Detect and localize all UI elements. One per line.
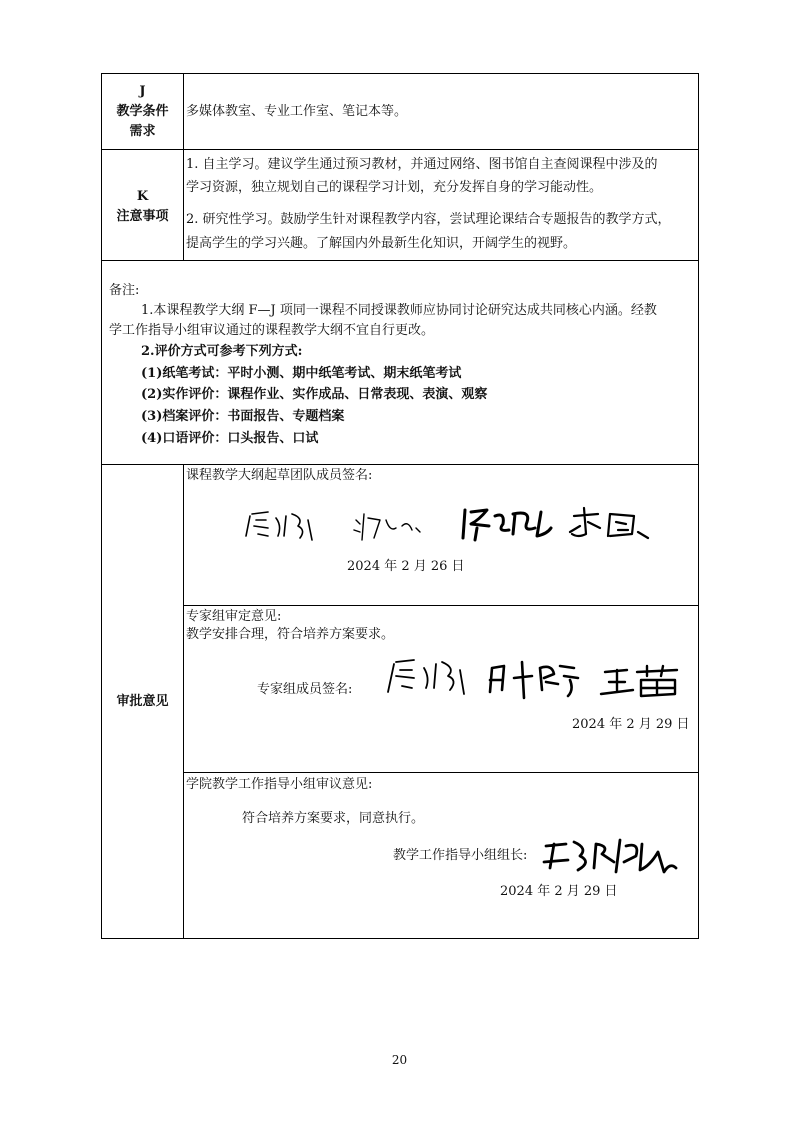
signature-image [597,660,687,704]
college-group-opinion: 符合培养方案要求，同意执行。 [242,811,425,826]
note1-line1: 1.本课程教学大纲 F—J 项同一课程不同授课教师应协同讨论研究达成共同核心内涵。经教 [141,303,657,318]
method-item: (2)实作评价：课程作业、实作成品、日常表现、表演、观察 [141,387,488,402]
expert-sign-label: 专家组成员签名: [257,682,353,697]
section-k-item1-line1: 1. 自主学习。建议学生通过预习教材，并通过网络、图书馆自主查阅课程中涉及的 [186,157,658,172]
subrow-divider [183,772,698,773]
section-k-letter: K [136,189,149,204]
section-k-item2-line2: 提高学生的学习兴趣。了解国内外最新生化知识，开阔学生的视野。 [186,236,577,251]
section-k-item1-line2: 学习资源，独立规划自己的课程学习计划，充分发挥自身的学习能动性。 [186,180,603,195]
signature-image [457,502,557,546]
section-j-content: 多媒体教室、专业工作室、笔记本等。 [186,104,408,119]
signature-image [564,504,654,546]
row-divider [102,464,698,465]
expert-group-date: 2024 年 2 月 29 日 [572,717,690,732]
row-divider [102,260,698,261]
signature-image [540,832,690,882]
college-group-title: 学院教学工作指导小组审议意见: [186,777,373,792]
syllabus-table [101,73,699,939]
column-divider [183,74,184,260]
college-group-date: 2024 年 2 月 29 日 [500,884,618,899]
signature-image [242,506,322,546]
notes-heading: 备注: [109,283,140,298]
section-j-label [102,82,183,142]
page-number: 20 [391,1053,408,1067]
subrow-divider [183,605,698,606]
section-k-label [102,187,183,227]
signature-image [484,654,584,704]
section-k-item2-line1: 2. 研究性学习。鼓励学生针对课程教学内容，尝试理论课结合专题报告的教学方式， [186,212,671,227]
method-item: (3)档案评价：书面报告、专题档案 [141,409,345,424]
section-k-title: 注意事项 [116,209,169,224]
note1-line2: 学工作指导小组审议通过的课程教学大纲不宜自行更改。 [109,323,435,338]
college-sign-label: 教学工作指导小组组长: [393,848,528,863]
section-j-title-line1: 教学条件 [116,104,169,119]
drafting-team-title: 课程教学大纲起草团队成员签名: [186,468,373,483]
approval-label: 审批意见 [116,694,169,709]
method-item: (4)口语评价：口头报告、口试 [141,431,319,446]
column-divider [183,464,184,939]
method-item: (1)纸笔考试：平时小测、期中纸笔考试、期末纸笔考试 [141,366,462,381]
note2-heading: 2.评价方式可参考下列方式: [141,344,303,359]
signature-image [384,654,474,704]
expert-group-title: 专家组审定意见: [186,609,282,624]
drafting-team-date: 2024 年 2 月 26 日 [347,559,465,574]
section-j-letter: J [139,84,146,99]
section-j-title-line2: 需求 [129,124,156,139]
signature-image [350,506,430,546]
row-divider [102,149,698,150]
expert-group-opinion: 教学安排合理，符合培养方案要求。 [186,627,395,642]
